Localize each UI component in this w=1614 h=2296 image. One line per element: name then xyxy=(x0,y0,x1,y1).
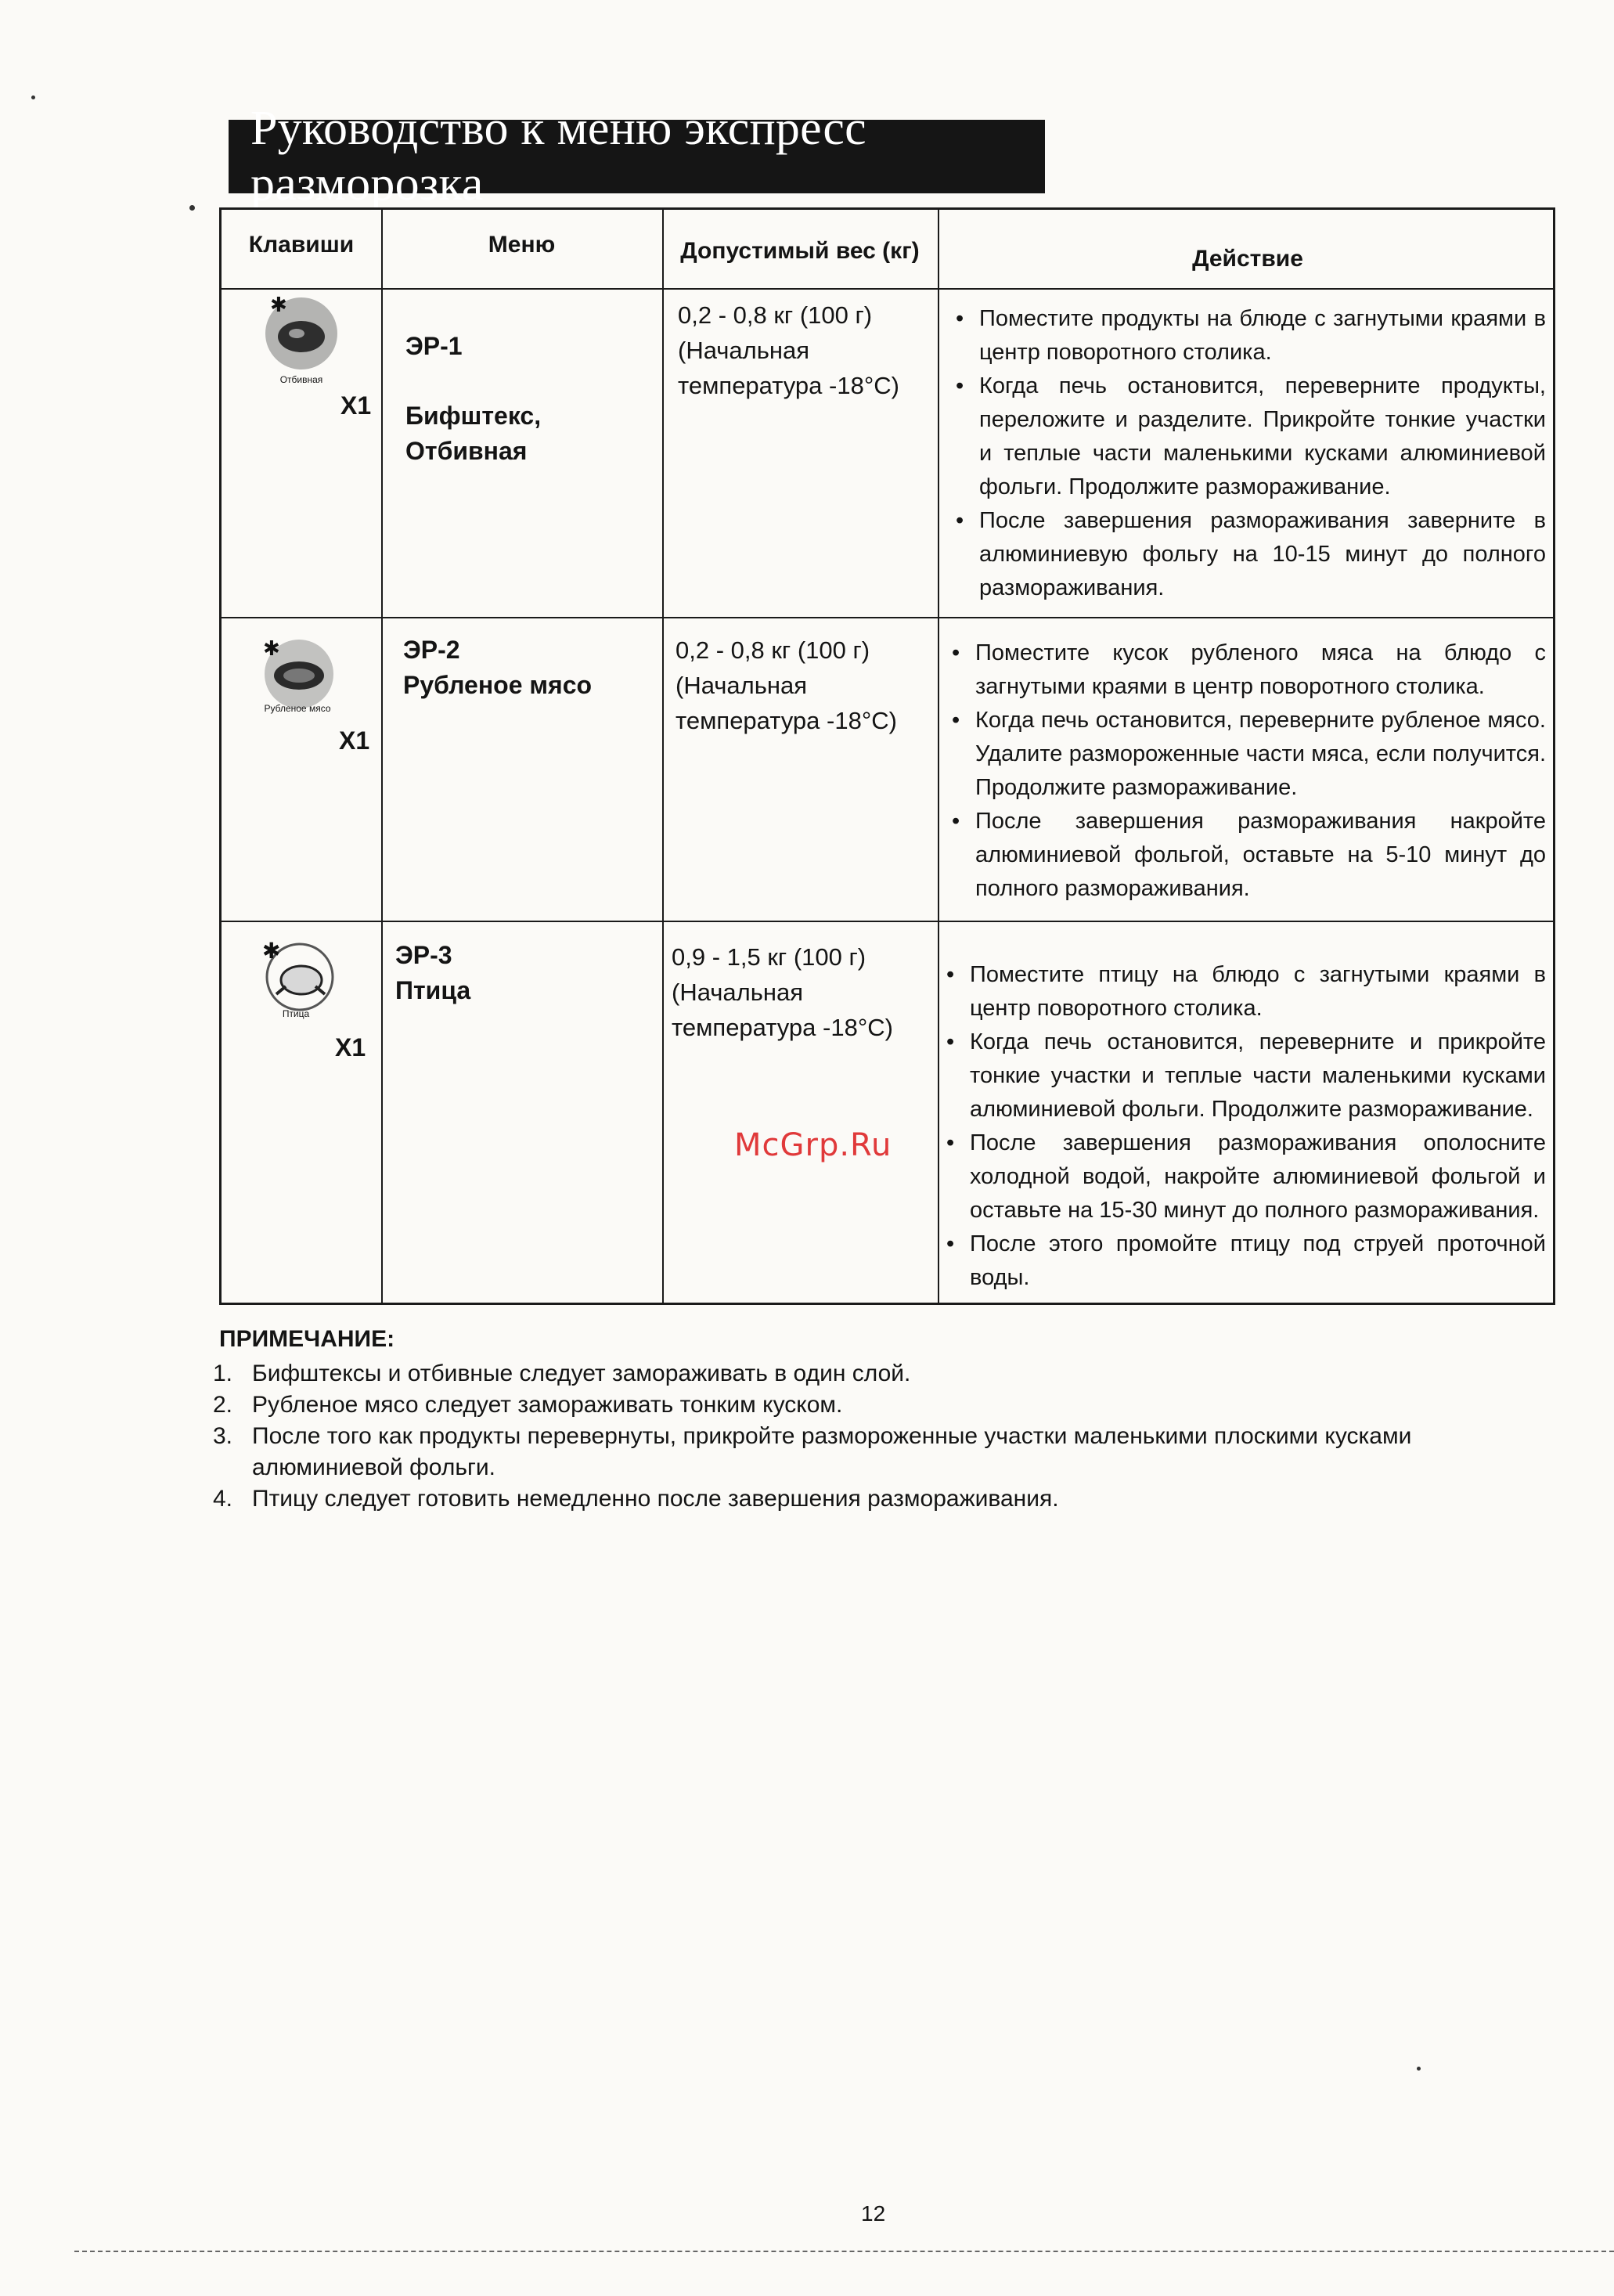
action-item: • Поместите кусок рубленого мяса на блюдо с загнутыми краями в центр поворотного столика. xyxy=(946,636,1546,704)
row-divider xyxy=(222,617,1553,618)
note-item xyxy=(213,1421,1567,1483)
notes-heading: ПРИМЕЧАНИЕ: xyxy=(219,1326,395,1352)
header-keys: Клавиши xyxy=(248,232,355,258)
column-divider xyxy=(381,210,383,1303)
page-number: 12 xyxy=(861,2201,886,2226)
header-weight: Допустимый вес (кг) xyxy=(680,238,920,264)
weight-cell: 0,2 - 0,8 кг (100 г) (Начальная температура -18°С) xyxy=(676,636,897,734)
weight-cell: 0,2 - 0,8 кг (100 г) (Начальная температура -18°С) xyxy=(678,301,899,399)
note-text: Бифштексы и отбивные следует замораживать в один слой. xyxy=(252,1361,911,1386)
action-item: • Поместите птицу на блюдо с загнутыми краями в центр поворотного столика. xyxy=(940,958,1546,1025)
menu-cell xyxy=(395,938,646,1008)
action-item: • После завершения размораживания накройте алюминиевой фольгой, оставьте на 5-10 минут до полного размораживания. xyxy=(946,805,1546,906)
svg-text:✱: ✱ xyxy=(262,939,281,964)
svg-text:✱: ✱ xyxy=(270,294,287,317)
weight-cell: 0,9 - 1,5 кг (100 г) (Начальная температура -18°С) xyxy=(672,943,893,1041)
action-item: • После завершения размораживания заверните в алюминиевую фольгу на 10-15 минут до полного размораживания. xyxy=(949,504,1546,605)
menu-name: Птица xyxy=(395,976,471,1004)
scan-edge xyxy=(74,2251,1614,2252)
minced-meat-defrost-icon[interactable] xyxy=(257,636,339,711)
scan-speck xyxy=(1417,2067,1421,2071)
note-number: 2. xyxy=(213,1392,233,1418)
key-press-count: X1 xyxy=(339,726,370,755)
note-item xyxy=(213,1389,1567,1421)
notes-list xyxy=(213,1358,1567,1515)
menu-name: Бифштекс, Отбивная xyxy=(405,402,542,465)
note-number: 3. xyxy=(213,1423,233,1449)
key-press-count: X1 xyxy=(340,391,372,420)
page-title: Руководство к меню экспресс разморозка xyxy=(229,120,1045,193)
menu-code: ЭР-3 xyxy=(395,941,452,969)
steak-defrost-icon[interactable] xyxy=(261,294,343,373)
column-divider xyxy=(938,210,939,1303)
action-item: • Когда печь остановится, переверните продукты, переложите и разделите. Прикройте тонкие участки и теплые части маленькими кусками алюминиевой фольги. Продолжите размораживание. xyxy=(949,369,1546,504)
action-item: • Когда печь остановится, переверните и прикройте тонкие участки и теплые части маленькими кусками алюминиевой фольги. Продолжите размораживание. xyxy=(940,1025,1546,1126)
scan-speck xyxy=(189,205,195,211)
menu-code: ЭР-1 xyxy=(405,332,463,360)
svg-text:✱: ✱ xyxy=(263,637,280,661)
key-label: Рубленое мясо xyxy=(264,703,331,714)
action-item: • После этого промойте птицу под струей проточной воды. xyxy=(940,1227,1546,1295)
menu-cell xyxy=(403,633,654,703)
menu-code: ЭР-2 xyxy=(403,636,460,664)
scan-speck xyxy=(31,96,35,99)
note-number: 4. xyxy=(213,1486,233,1512)
header-menu: Меню xyxy=(488,232,556,258)
action-list xyxy=(946,636,1546,906)
poultry-defrost-icon[interactable] xyxy=(259,939,337,1014)
header-action: Действие xyxy=(1192,246,1303,272)
menu-cell xyxy=(405,294,656,503)
note-item xyxy=(213,1483,1567,1515)
action-item: • Когда печь остановится, переверните рубленое мясо. Удалите размороженные части мяса, если получится. Продолжите размораживание. xyxy=(946,704,1546,805)
row-divider xyxy=(222,921,1553,922)
key-label: Отбивная xyxy=(279,374,323,385)
action-item: • Поместите продукты на блюде с загнутыми краями в центр поворотного столика. xyxy=(949,302,1546,369)
action-list xyxy=(949,302,1546,605)
action-item: • После завершения размораживания ополосните холодной водой, накройте алюминиевой фольгой и оставьте на 15-30 минут до полного размораживания. xyxy=(940,1126,1546,1227)
header-divider xyxy=(222,288,1553,290)
note-text: Птицу следует готовить немедленно после завершения размораживания. xyxy=(252,1486,1059,1512)
note-text: Рубленое мясо следует замораживать тонким куском. xyxy=(252,1392,843,1418)
note-text: После того как продукты перевернуты, прикройте размороженные участки маленькими плоскими кусками алюминиевой фольги. xyxy=(252,1423,1412,1480)
note-item xyxy=(213,1358,1567,1389)
action-list xyxy=(940,958,1546,1295)
menu-name: Рубленое мясо xyxy=(403,671,593,699)
key-press-count: X1 xyxy=(335,1033,366,1061)
key-label: Птица xyxy=(282,1008,310,1019)
watermark: McGrp.Ru xyxy=(734,1127,892,1163)
column-divider xyxy=(662,210,664,1303)
note-number: 1. xyxy=(213,1361,233,1386)
